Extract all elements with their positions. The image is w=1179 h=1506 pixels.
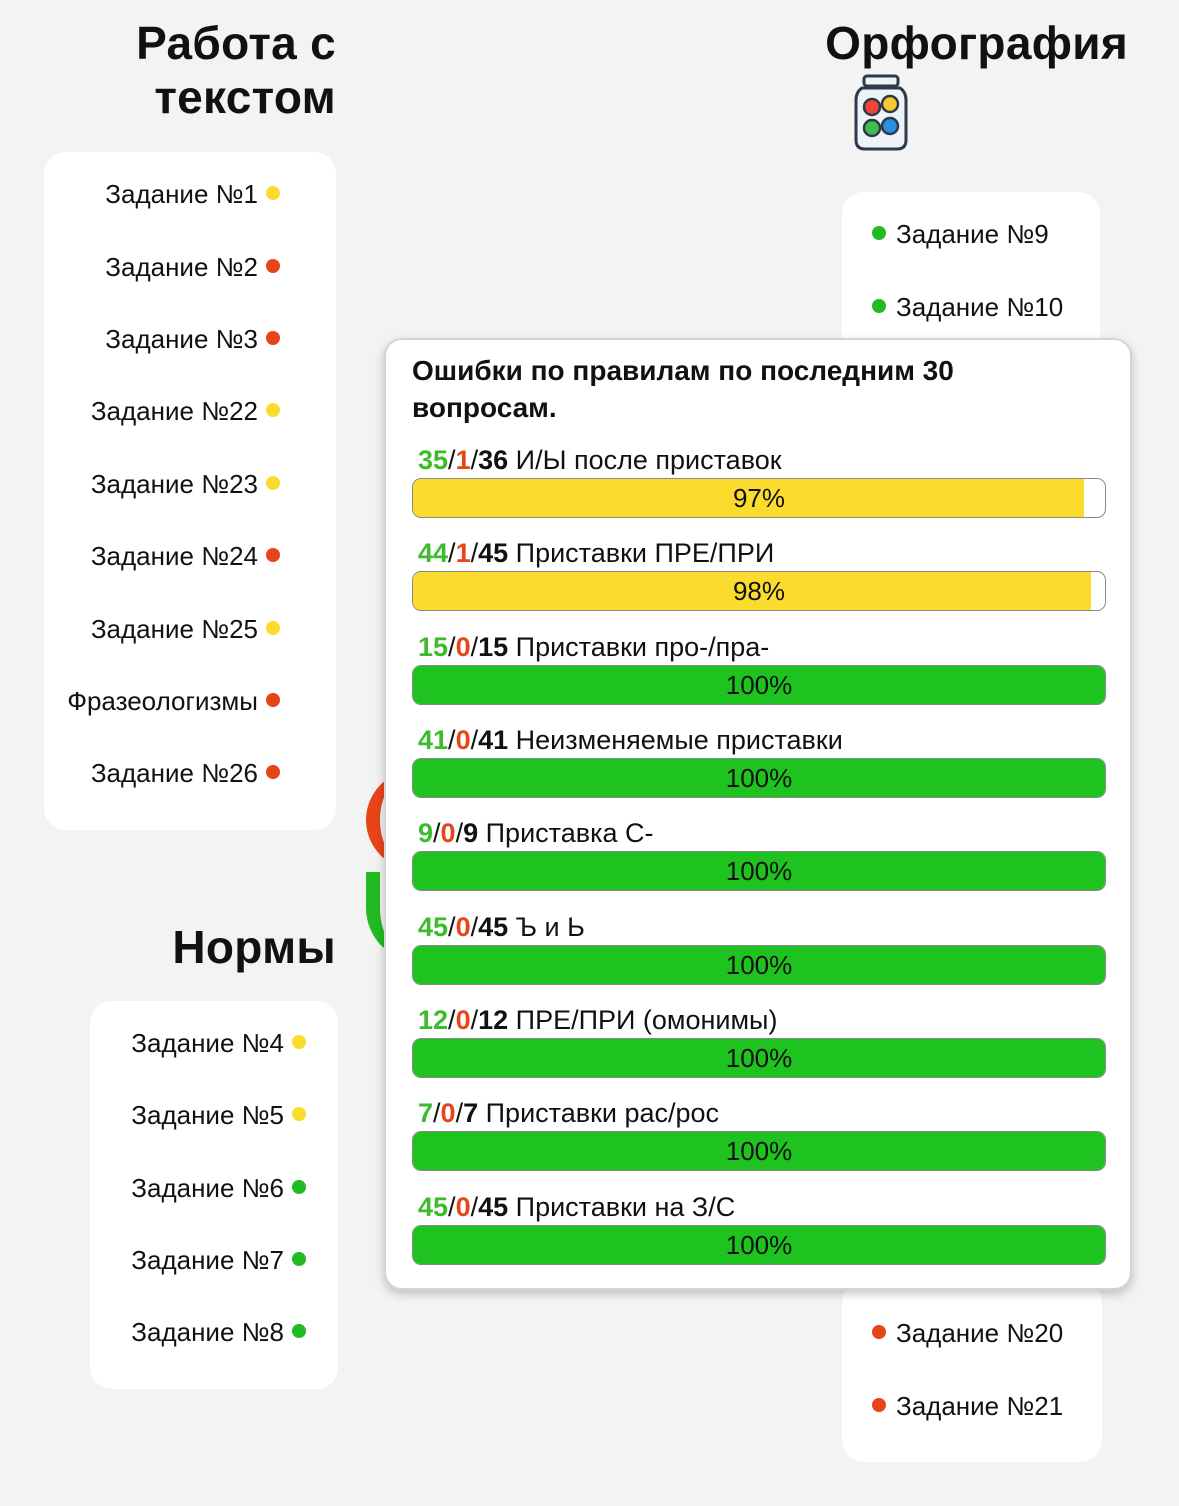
correct-count: 12 [418,1005,449,1035]
rule-name: Приставки про-/пра- [515,632,770,662]
rule-row [412,444,1106,518]
status-dot [266,476,280,490]
progress-bar [412,851,1106,891]
rule-label: 7/0/7 Приставки рас/рос [418,1098,720,1128]
progress-percent: 100% [725,1230,793,1260]
total-count: 15 [478,632,509,662]
rule-name: И/Ы после приставок [515,445,782,475]
total-count: 41 [478,725,509,755]
progress-bar [412,665,1106,705]
error-count: 0 [455,912,471,942]
error-count: 0 [455,1005,471,1035]
total-count: 45 [478,912,509,942]
status-dot [292,1180,306,1194]
rule-row [412,817,1106,891]
rule-label: 9/0/9 Приставка С- [418,818,654,848]
status-dot [266,548,280,562]
task-item[interactable]: Задание №26 [91,757,280,789]
task-item[interactable]: Задание №23 [91,468,280,500]
task-item[interactable]: Задание №24 [91,540,280,572]
total-count: 45 [478,1192,509,1222]
rule-name: Ъ и Ь [515,912,585,942]
correct-count: 45 [418,1192,449,1222]
rule-label: 41/0/41 Неизменяемые приставки [418,725,843,755]
rule-row [412,911,1106,985]
status-dot [266,331,280,345]
section-title-orthography: Орфография [825,17,1128,69]
status-dot [872,299,886,313]
section-title-norms: Нормы [172,921,336,973]
rule-label: 44/1/45 Приставки ПРЕ/ПРИ [418,538,775,568]
progress-percent: 100% [725,1043,793,1073]
error-count: 0 [440,1098,456,1128]
correct-count: 44 [418,538,449,568]
total-count: 12 [478,1005,509,1035]
status-dot [872,1398,886,1412]
task-item[interactable]: Задание №4 [131,1027,306,1059]
correct-count: 35 [418,445,449,475]
error-count: 0 [455,725,471,755]
progress-percent: 98% [732,576,786,606]
task-item[interactable]: Задание №20 [872,1317,1063,1349]
progress-percent: 100% [725,763,793,793]
error-count: 1 [455,538,471,568]
correct-count: 45 [418,912,449,942]
error-count: 0 [440,818,456,848]
progress-percent: 97% [732,483,786,513]
task-item[interactable]: Задание №21 [872,1390,1063,1422]
rule-name: Приставки рас/рос [485,1098,720,1128]
task-item[interactable]: Задание №9 [872,218,1049,250]
rule-row [412,1097,1106,1171]
rule-name: Приставки на З/С [515,1192,736,1222]
error-count: 0 [455,1192,471,1222]
total-count: 45 [478,538,509,568]
status-dot [292,1252,306,1266]
rule-label: 45/0/45 Приставки на З/С [418,1192,736,1222]
rule-label: 35/1/36 И/Ы после приставок [418,445,782,475]
norms-card [90,1001,338,1389]
task-item[interactable]: Фразеологизмы [67,685,280,717]
rule-row [412,537,1106,611]
rule-name: ПРЕ/ПРИ (омонимы) [515,1005,778,1035]
total-count: 36 [478,445,509,475]
popup-title: Ошибки по правилам по последним 30 вопросам. [412,355,954,423]
progress-bar [412,1038,1106,1078]
status-dot [872,226,886,240]
rule-name: Приставка С- [485,818,654,848]
rule-label: 45/0/45 Ъ и Ь [418,912,585,942]
task-item[interactable]: Задание №8 [131,1316,306,1348]
total-count: 7 [463,1098,479,1128]
status-dot [266,693,280,707]
status-dot [266,765,280,779]
progress-percent: 100% [725,1136,793,1166]
progress-bar [412,1131,1106,1171]
task-item[interactable]: Задание №2 [105,251,280,283]
progress-percent: 100% [725,856,793,886]
status-dot [292,1324,306,1338]
progress-percent: 100% [725,950,793,980]
progress-bar [412,571,1106,611]
task-item[interactable]: Задание №7 [131,1244,306,1276]
total-count: 9 [463,818,479,848]
task-item[interactable]: Задание №3 [105,323,280,355]
rule-row [412,631,1106,705]
progress-bar [412,758,1106,798]
rule-row [412,1004,1106,1078]
status-dot [292,1035,306,1049]
task-item[interactable]: Задание №22 [91,395,280,427]
correct-count: 9 [418,818,434,848]
correct-count: 15 [418,632,449,662]
task-item[interactable]: Задание №25 [91,613,280,645]
error-count: 1 [455,445,471,475]
status-dot [266,403,280,417]
rule-name: Неизменяемые приставки [515,725,843,755]
status-dot [266,186,280,200]
rule-label: 15/0/15 Приставки про-/пра- [418,632,770,662]
error-count: 0 [455,632,471,662]
progress-bar [412,945,1106,985]
status-dot [292,1107,306,1121]
rule-errors-popup [384,338,1132,1290]
status-dot [266,621,280,635]
task-item[interactable]: Задание №10 [872,291,1063,323]
jar-icon [852,74,910,152]
task-item[interactable]: Задание №5 [131,1099,306,1131]
rule-row [412,724,1106,798]
section-title-text-work: Работа с текстом [136,17,336,123]
orthography-card-bottom [842,1280,1102,1462]
progress-bar [412,478,1106,518]
rule-row [412,1191,1106,1265]
rule-label: 12/0/12 ПРЕ/ПРИ (омонимы) [418,1005,778,1035]
correct-count: 7 [418,1098,434,1128]
correct-count: 41 [418,725,449,755]
status-dot [266,259,280,273]
status-dot [872,1325,886,1339]
task-item[interactable]: Задание №1 [105,178,280,210]
progress-percent: 100% [725,670,793,700]
task-item[interactable]: Задание №6 [131,1172,306,1204]
rule-name: Приставки ПРЕ/ПРИ [515,538,775,568]
text-work-card [44,152,336,830]
progress-bar [412,1225,1106,1265]
